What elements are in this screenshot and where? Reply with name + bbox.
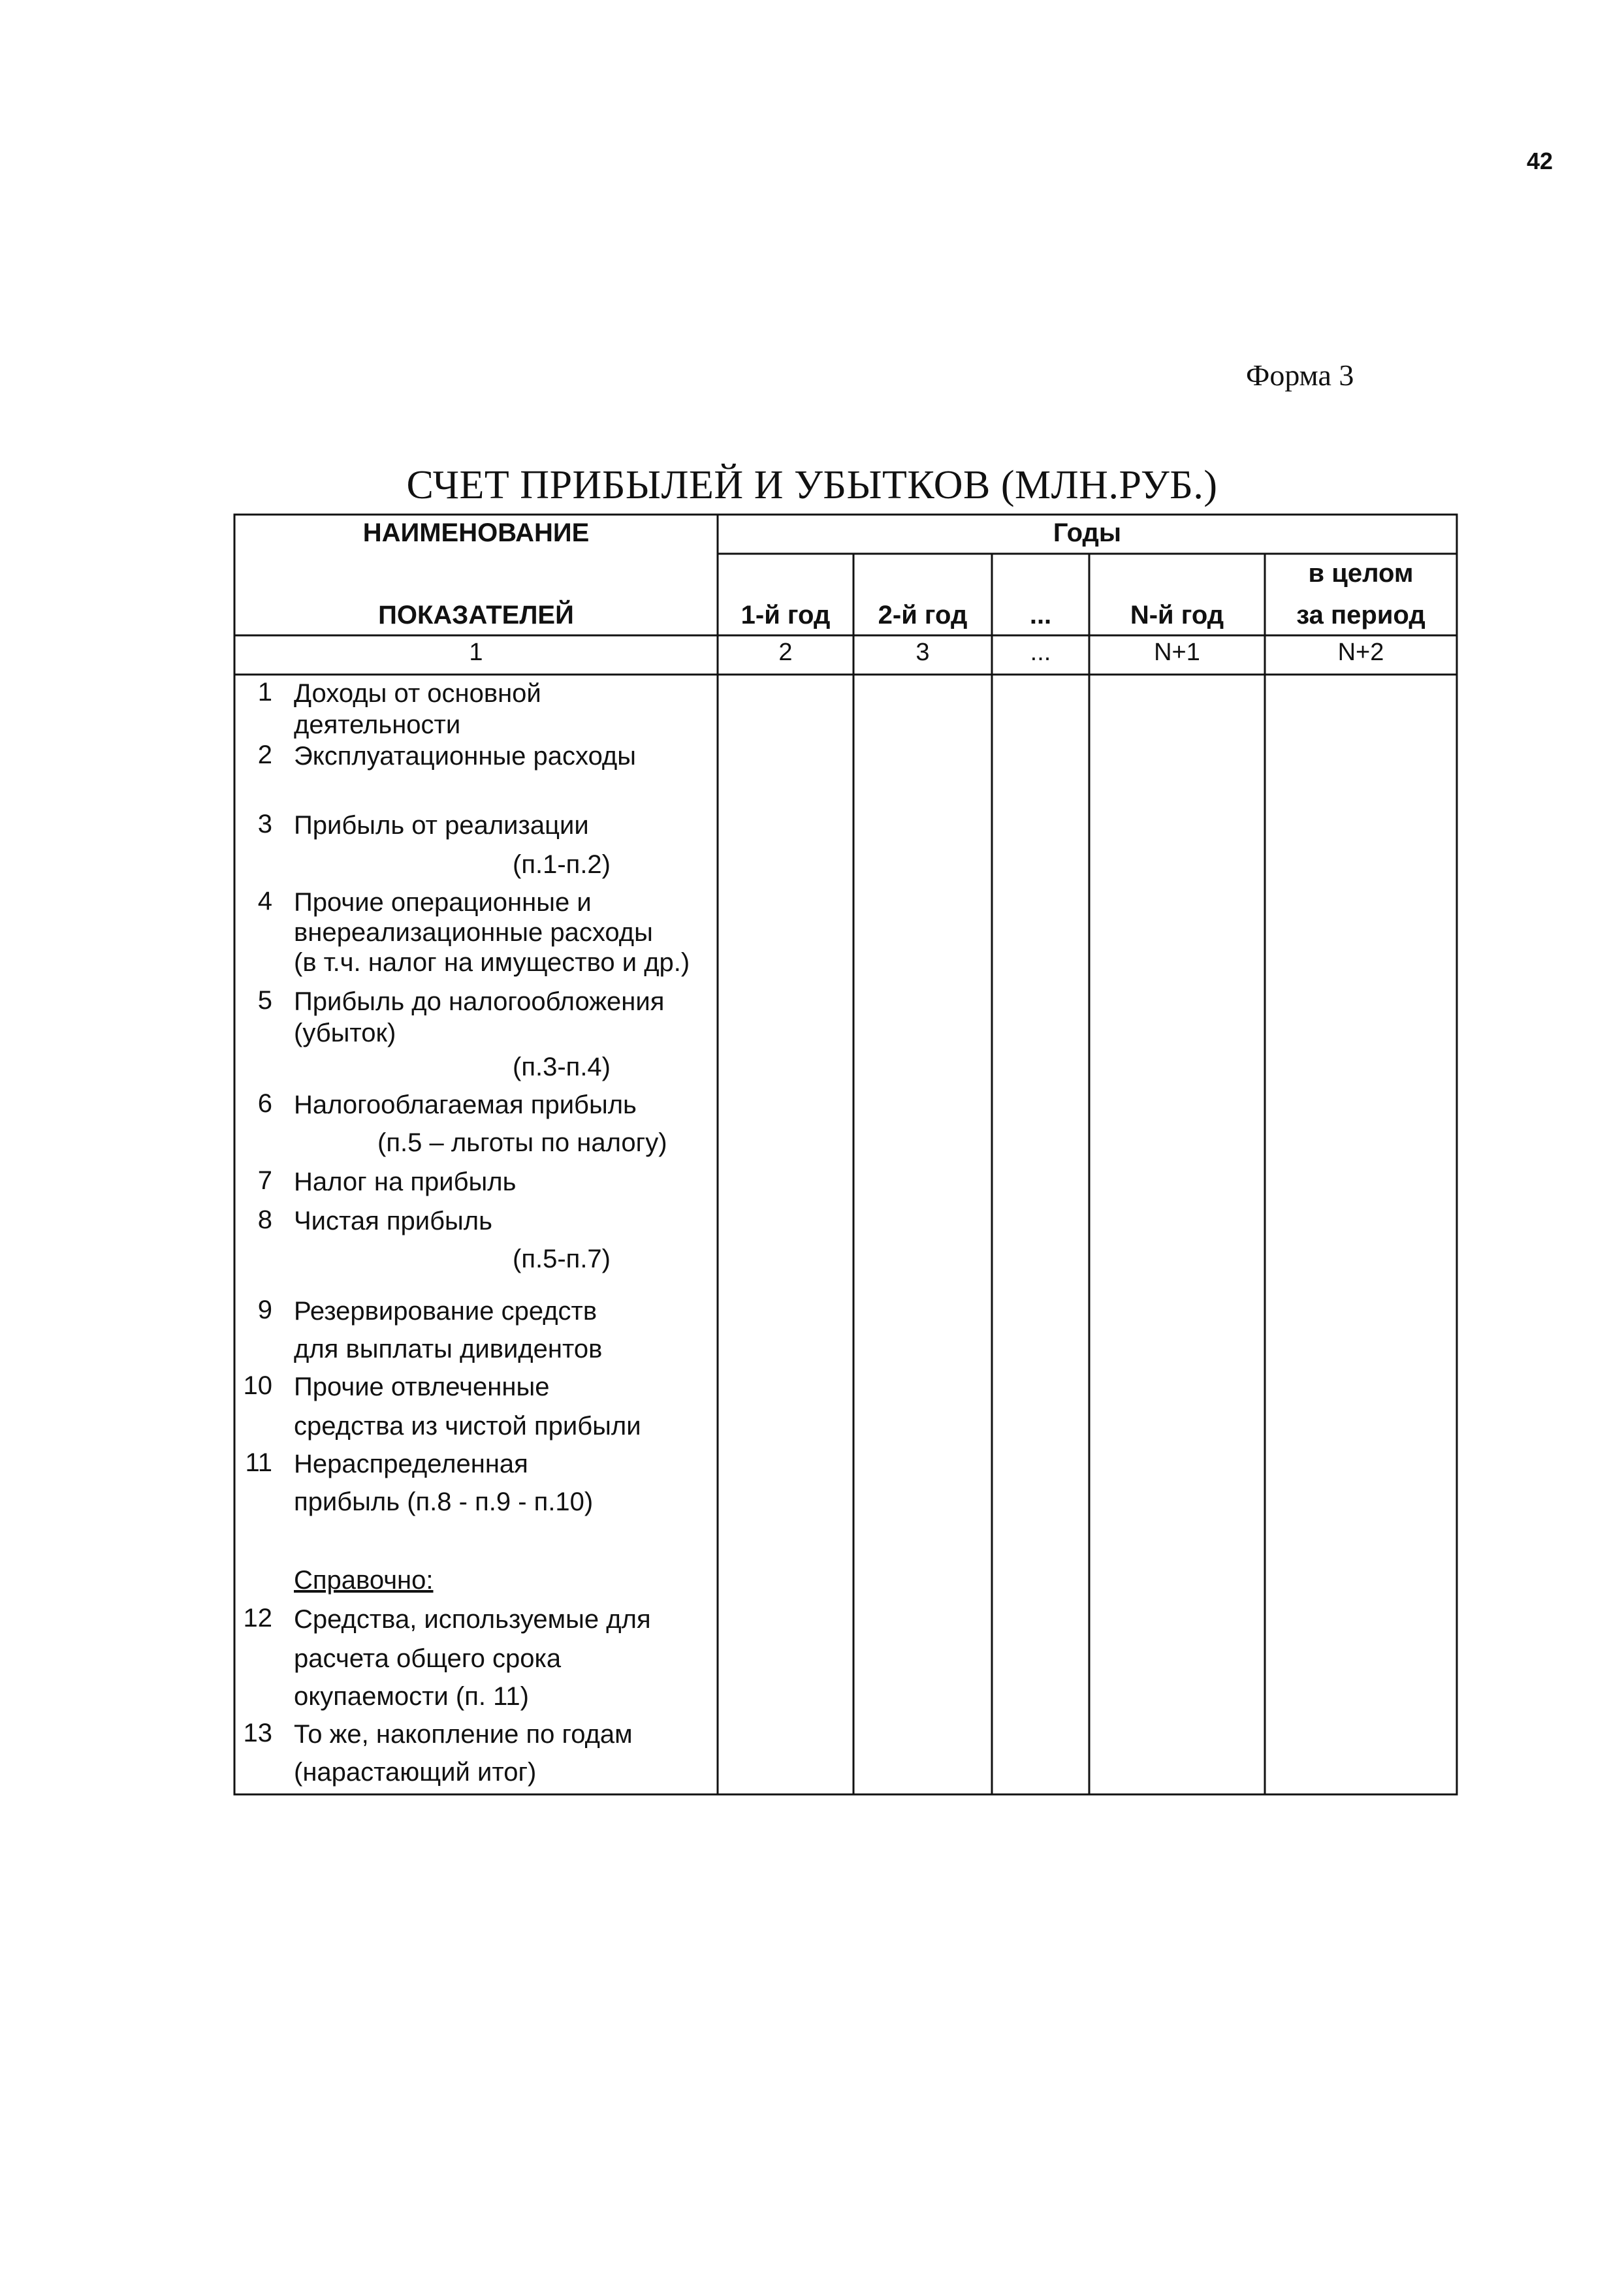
row-label: прибыль (п.8 - п.9 - п.10) — [294, 1488, 594, 1516]
header-ellipsis: ... — [1029, 601, 1052, 629]
row-number: 13 — [243, 1719, 272, 1747]
row-number: 10 — [243, 1371, 272, 1400]
row-number: 9 — [257, 1296, 272, 1324]
header-years: Годы — [1053, 518, 1122, 547]
row-label: деятельности — [294, 710, 461, 739]
row-formula: (п.3-п.4) — [513, 1053, 611, 1081]
row-label: Доходы от основной — [294, 679, 541, 708]
row-label: Средства, используемые для — [294, 1605, 651, 1634]
row-number: 3 — [257, 810, 272, 838]
page-number: 42 — [1527, 148, 1553, 174]
reference-label: Справочно: — [294, 1566, 434, 1595]
form-label: Форма 3 — [1246, 358, 1354, 392]
column-number: 2 — [778, 639, 793, 666]
row-formula: (п.5 – льготы по налогу) — [377, 1128, 667, 1157]
header-year1: 1-й год — [740, 601, 831, 629]
row-number: 4 — [257, 887, 272, 915]
row-label: Резервирование средств — [294, 1297, 597, 1326]
column-number: ... — [1030, 639, 1051, 666]
row-number: 7 — [257, 1166, 272, 1195]
row-label: Налогооблагаемая прибыль — [294, 1090, 637, 1119]
row-number: 11 — [245, 1448, 272, 1477]
row-label: Эксплуатационные расходы — [294, 742, 637, 771]
row-label: Прибыль от реализации — [294, 811, 589, 840]
row-label: (нарастающий итог) — [294, 1758, 537, 1787]
row-label: Налог на прибыль — [294, 1168, 517, 1196]
row-label: Прочие операционные и — [294, 888, 592, 917]
row-label: окупаемости (п. 11) — [294, 1682, 529, 1711]
row-label: То же, накопление по годам — [294, 1720, 633, 1749]
row-label: средства из чистой прибыли — [294, 1412, 641, 1440]
row-label: Чистая прибыль — [294, 1207, 492, 1235]
row-label: Прочие отвлеченные — [294, 1373, 550, 1401]
column-number: N+2 — [1337, 639, 1384, 666]
row-label: расчета общего срока — [294, 1644, 562, 1673]
header-total-line1: в целом — [1308, 559, 1414, 588]
row-label: Нераспределенная — [294, 1450, 528, 1478]
row-label: для выплаты дивидентов — [294, 1335, 603, 1363]
header-name-top: НАИМЕНОВАНИЕ — [362, 518, 590, 547]
row-number: 12 — [243, 1604, 272, 1632]
row-label: внереализационные расходы — [294, 918, 653, 947]
header-year2: 2-й год — [878, 601, 968, 629]
row-formula: (п.1-п.2) — [513, 850, 611, 879]
row-label: (убыток) — [294, 1019, 396, 1047]
column-number: N+1 — [1154, 639, 1200, 666]
row-number: 1 — [257, 678, 272, 707]
row-number: 8 — [257, 1205, 272, 1234]
column-number: 3 — [915, 639, 930, 666]
row-label: Прибыль до налогообложения — [294, 987, 665, 1016]
row-number: 2 — [257, 740, 272, 769]
row-number: 6 — [257, 1089, 272, 1118]
row-formula: (п.5-п.7) — [513, 1245, 611, 1273]
header-total-line2: за период — [1296, 601, 1425, 629]
column-number: 1 — [469, 639, 483, 666]
row-label: (в т.ч. налог на имущество и др.) — [294, 948, 690, 977]
row-number: 5 — [257, 986, 272, 1015]
header-name-bottom: ПОКАЗАТЕЛЕЙ — [378, 601, 574, 629]
document-title: СЧЕТ ПРИБЫЛЕЙ И УБЫТКОВ (МЛН.РУБ.) — [406, 463, 1218, 507]
header-yearN: N-й год — [1130, 601, 1224, 629]
